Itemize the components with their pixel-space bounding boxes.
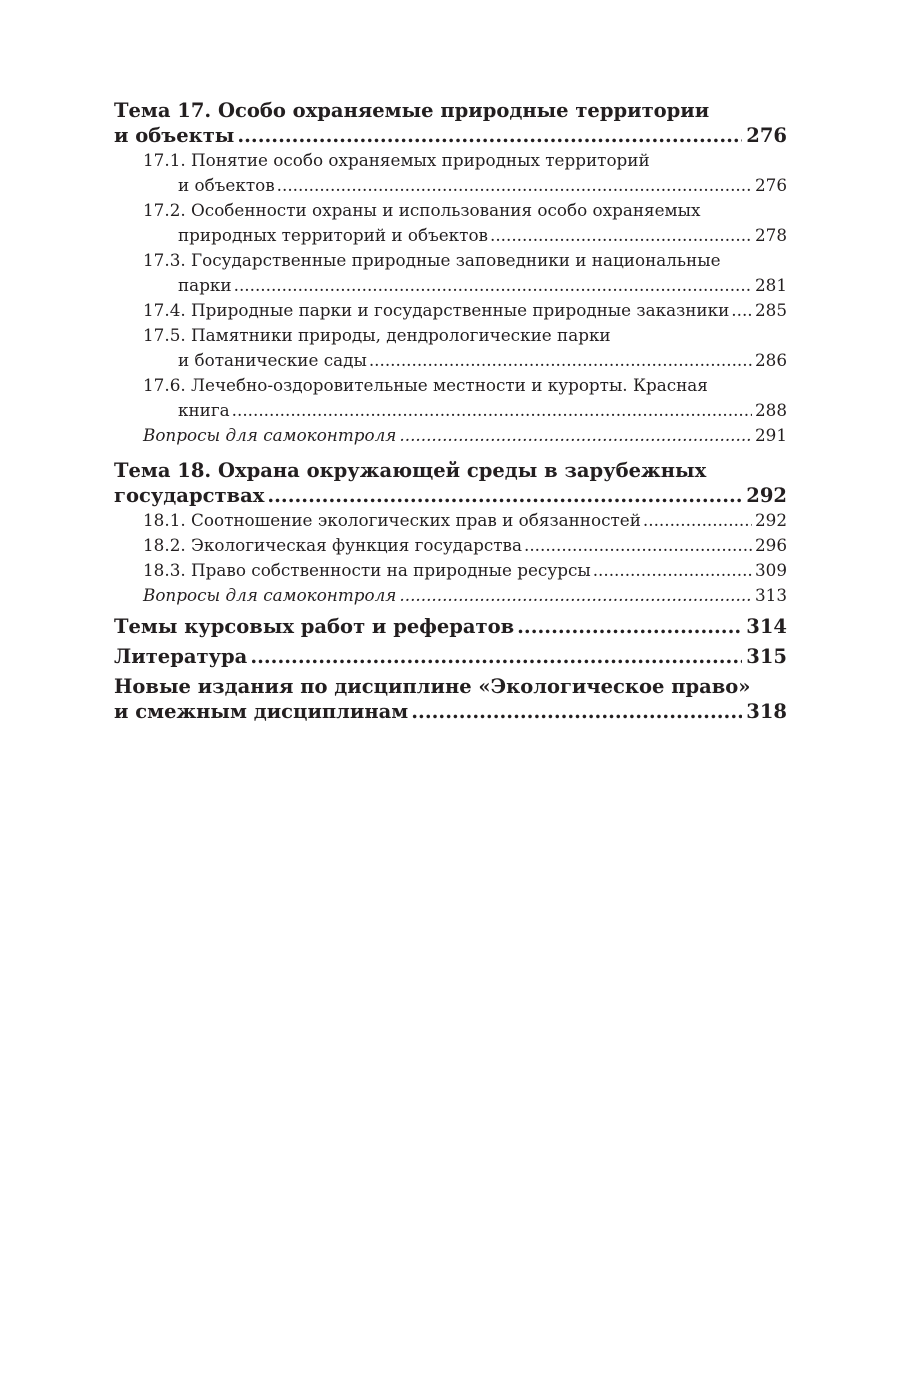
toc-topic-18-title: Тема 18. Охрана окружающей среды в зарубежных bbox=[114, 459, 707, 482]
dot-leader bbox=[731, 298, 752, 323]
dot-leader bbox=[232, 398, 752, 423]
page-number: 296 bbox=[754, 535, 787, 555]
page-number: 286 bbox=[754, 350, 787, 370]
dot-leader bbox=[524, 533, 752, 558]
toc-questions-18[interactable] bbox=[143, 583, 787, 608]
toc-new-editions[interactable] bbox=[114, 674, 787, 724]
toc-topic-17-title: Тема 17. Особо охраняемые природные территории bbox=[114, 99, 710, 122]
toc-topic-17-title-cont: и объекты bbox=[114, 124, 235, 147]
page-number: 313 bbox=[754, 585, 787, 605]
toc-questions-17[interactable] bbox=[143, 423, 787, 448]
page-number: 278 bbox=[754, 225, 787, 245]
toc-item-label-cont: парки bbox=[178, 275, 232, 295]
toc-item-label: 17.2. Особенности охраны и использования особо охраняемых bbox=[143, 200, 701, 220]
toc-item-label-cont: и ботанические сады bbox=[178, 350, 367, 370]
table-of-contents bbox=[114, 98, 787, 724]
dot-leader bbox=[237, 123, 742, 148]
toc-item-18-2[interactable] bbox=[143, 533, 787, 558]
page-number: 318 bbox=[746, 700, 787, 723]
toc-literature-label: Литература bbox=[114, 645, 248, 668]
toc-item-18-3[interactable] bbox=[143, 558, 787, 583]
page-number: 292 bbox=[754, 510, 787, 530]
toc-item-17-1[interactable] bbox=[143, 148, 787, 198]
dot-leader bbox=[399, 423, 751, 448]
toc-item-label: 18.3. Право собственности на природные ресурсы bbox=[143, 560, 591, 580]
toc-item-17-5[interactable] bbox=[143, 323, 787, 373]
toc-item-17-6[interactable] bbox=[143, 373, 787, 423]
toc-topic-17[interactable] bbox=[114, 98, 787, 148]
dot-leader bbox=[369, 348, 752, 373]
toc-item-label: 17.1. Понятие особо охраняемых природных территорий bbox=[143, 150, 650, 170]
page-number: 314 bbox=[746, 615, 787, 638]
toc-questions-label: Вопросы для самоконтроля bbox=[143, 425, 397, 445]
toc-new-editions-title-cont: и смежным дисциплинам bbox=[114, 700, 409, 723]
page-number: 288 bbox=[754, 400, 787, 420]
toc-item-label: 18.2. Экологическая функция государства bbox=[143, 535, 523, 555]
page-number: 281 bbox=[754, 275, 787, 295]
toc-item-label-cont: книга bbox=[178, 400, 230, 420]
toc-coursework-label: Темы курсовых работ и рефератов bbox=[114, 615, 515, 638]
page-number: 292 bbox=[746, 484, 787, 507]
dot-leader bbox=[234, 273, 752, 298]
toc-topic-18[interactable] bbox=[114, 458, 787, 508]
page-number: 309 bbox=[754, 560, 787, 580]
toc-item-label: 17.6. Лечебно-оздоровительные местности и курорты. Красная bbox=[143, 375, 708, 395]
toc-item-17-4[interactable] bbox=[143, 298, 787, 323]
toc-item-17-2[interactable] bbox=[143, 198, 787, 248]
toc-item-17-3[interactable] bbox=[143, 248, 787, 298]
dot-leader bbox=[517, 614, 742, 639]
toc-item-label: 17.4. Природные парки и государственные природные заказники bbox=[143, 300, 730, 320]
dot-leader bbox=[399, 583, 751, 608]
toc-item-18-1[interactable] bbox=[143, 508, 787, 533]
toc-topic-18-title-cont: государствах bbox=[114, 484, 265, 507]
dot-leader bbox=[490, 223, 752, 248]
dot-leader bbox=[267, 483, 742, 508]
toc-coursework[interactable] bbox=[114, 614, 787, 639]
toc-item-label: 17.3. Государственные природные заповедники и национальные bbox=[143, 250, 721, 270]
toc-item-label: 17.5. Памятники природы, дендрологические парки bbox=[143, 325, 611, 345]
toc-literature[interactable] bbox=[114, 644, 787, 669]
page-number: 285 bbox=[754, 300, 787, 320]
page-number: 276 bbox=[746, 124, 787, 147]
dot-leader bbox=[277, 173, 752, 198]
page-number: 315 bbox=[746, 645, 787, 668]
toc-item-label: 18.1. Соотношение экологических прав и обязанностей bbox=[143, 510, 641, 530]
toc-new-editions-title: Новые издания по дисциплине «Экологическое право» bbox=[114, 675, 751, 698]
toc-item-label-cont: и объектов bbox=[178, 175, 275, 195]
dot-leader bbox=[250, 644, 742, 669]
toc-questions-label: Вопросы для самоконтроля bbox=[143, 585, 397, 605]
page-number: 291 bbox=[754, 425, 787, 445]
dot-leader bbox=[593, 558, 752, 583]
page-number: 276 bbox=[754, 175, 787, 195]
dot-leader bbox=[411, 699, 742, 724]
dot-leader bbox=[643, 508, 752, 533]
toc-item-label-cont: природных территорий и объектов bbox=[178, 225, 489, 245]
